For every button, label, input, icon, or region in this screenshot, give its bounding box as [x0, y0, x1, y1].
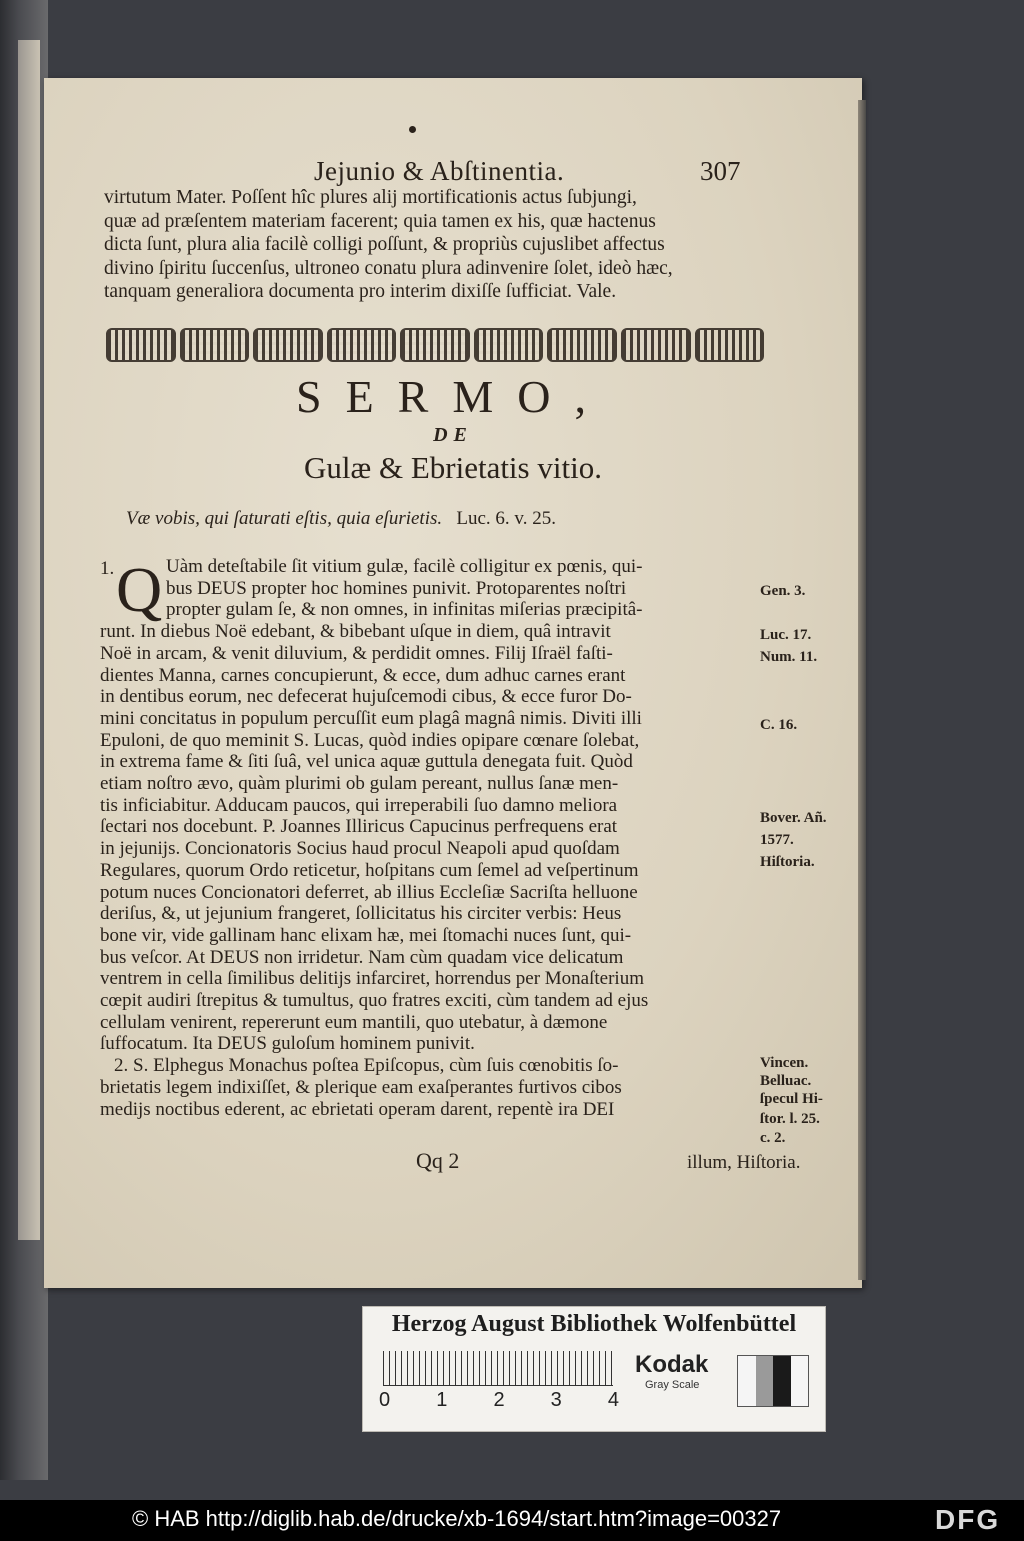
text-line: dientes Manna, carnes concupierunt, & ecce, dum adhuc carnes erant	[100, 664, 626, 686]
margin-note: 1577.	[760, 832, 794, 848]
text-line: propter gulam ſe, & non omnes, in infinitas miſerias præcipitâ-	[166, 599, 643, 621]
page-number: 307	[700, 156, 741, 186]
margin-note: Vincen.	[760, 1055, 809, 1071]
text-line: ventrem in cella ſimilibus delitijs infarciret, horrendus per Monaſterium	[100, 968, 644, 990]
margin-note: Num. 11.	[760, 649, 818, 665]
text-line: bone vir, vide gallinam hanc elixam hæ, mei ſtomachi nuces ſunt, qui-	[100, 924, 632, 946]
text-line: in extrema fame & ſiti ſuâ, vel unica aquæ guttula denegata fuit. Quòd	[100, 751, 633, 773]
text-line: 2. S. Elphegus Monachus poſtea Epiſcopus, cùm ſuis cœnobitis ſo-	[114, 1055, 619, 1077]
margin-note: Bover. Añ.	[760, 810, 827, 826]
drop-cap: Q	[116, 554, 163, 625]
gray-scale-label: Gray Scale	[645, 1379, 700, 1391]
text-line: tis inficiabitur. Adducam paucos, qui irreperabili ſuo damno meliora	[100, 794, 618, 816]
library-name: Herzog August Bibliothek Wolfenbüttel	[391, 1311, 797, 1337]
ruler-number: 4	[607, 1389, 619, 1411]
text-line: etiam noſtro ævo, quàm plurimi ob gulam pereant, nullus ſanæ men-	[100, 773, 619, 795]
page-dot-mark	[409, 126, 416, 133]
text-line: tanquam generaliora documenta pro interim dixiſſe ſufficiat. Vale.	[104, 281, 617, 303]
closing-paragraph	[104, 186, 784, 304]
gray-scale-patches	[737, 1355, 809, 1407]
margin-note: C. 16.	[760, 717, 798, 733]
ruler-number: 3	[550, 1389, 562, 1411]
ruler-number: 2	[493, 1389, 505, 1411]
running-head: Jejunio & Abſtinentia.	[314, 156, 565, 186]
text-line: virtutum Mater. Poſſent hîc plures alij mortificationis actus ſubjungi,	[104, 187, 637, 208]
ruler-numbers	[379, 1389, 619, 1412]
section-number: 1.	[100, 558, 115, 579]
library-color-card	[362, 1306, 826, 1432]
text-line: Noë in arcam, & venit diluvium, & perdidit omnes. Filij Iſraël faſti-	[100, 642, 613, 664]
ruler-number: 0	[379, 1389, 391, 1411]
margin-note: ſtor. l. 25.	[760, 1111, 820, 1127]
text-line: deriſus, &, ut jejunium frangeret, ſollicitatus his circiter verbis: Heus	[100, 903, 622, 925]
text-line: medijs noctibus ederent, ac ebrietati operam darent, repentè ira DEI	[100, 1098, 615, 1120]
kodak-logo: Kodak	[635, 1351, 709, 1378]
text-line: quæ ad præſentem materiam facerent; quia tamen ex his, quæ hactenus	[104, 210, 656, 232]
dfg-logo: DFG	[935, 1504, 1001, 1535]
text-line: Uàm deteſtabile ſit vitium gulæ, facilè colligitur ex pœnis, qui-	[166, 556, 643, 577]
sermon-subtitle: Gulæ & Ebrietatis vitio.	[304, 450, 602, 485]
text-line: Regulares, quorum Ordo reticetur, hoſpitans cum ſemel ad veſpertinum	[100, 859, 639, 881]
text-line: cœpit audiri ſtrepitus & tumultus, quo fratres exciti, cùm tandem ad ejus	[100, 990, 649, 1012]
text-line: mini concitatus in populum percuſſit eum plagâ magnâ nimis. Diviti illi	[100, 707, 642, 729]
margin-note: Gen. 3.	[760, 583, 806, 599]
sermon-body	[100, 556, 768, 1120]
text-line: ſectari nos docebunt. P. Joannes Illiricus Capucinus perfrequens erat	[100, 816, 618, 838]
text-line: bus veſcor. At DEUS non irridetur. Nam cùm quadam vice delicatum	[100, 946, 624, 968]
text-line: bus DEUS propter hoc homines punivit. Protoparentes noſtri	[166, 577, 627, 599]
margin-note: c. 2.	[760, 1130, 786, 1146]
footer-bar	[0, 1500, 1024, 1541]
epigraph-text: Væ vobis, qui ſaturati eſtis, quia eſurietis.	[126, 508, 443, 529]
text-line: ſuffocatum. Ita DEUS guloſum hominem punivit.	[100, 1033, 475, 1055]
epigraph	[126, 508, 556, 530]
text-line: potum nuces Concionatori deferret, ab illius Eccleſiæ Sacriſta helluone	[100, 881, 638, 903]
margin-note: Hiſtoria.	[760, 854, 815, 870]
signature-mark: Qq 2	[416, 1148, 460, 1173]
text-line: in jejunijs. Concionatoris Socius haud procul Neapoli apud quoſdam	[100, 838, 620, 860]
page-edge-shadow	[858, 100, 866, 1280]
text-line: runt. In diebus Noë edebant, & bibebant uſque in diem, quâ intravit	[100, 621, 611, 643]
epigraph-reference: Luc. 6. v. 25.	[456, 508, 556, 529]
margin-note: ſpecul Hi-	[760, 1091, 823, 1107]
text-line: in dentibus eorum, nec defecerat hujuſcemodi cibus, & ecce furor Do-	[100, 686, 632, 708]
text-line: cellulam venirent, repererunt eum mantili, quo utebatur, à dæmone	[100, 1011, 608, 1033]
text-line: Epuloni, de quo meminit S. Lucas, quòd indies opipare cœnare ſolebat,	[100, 729, 640, 751]
book-page	[44, 78, 862, 1288]
text-line: brietatis legem indixiſſet, & plerique eam exaſperantes furtivos cibos	[100, 1076, 622, 1098]
text-line: dicta ſunt, plura alia facilè colligi poſſunt, & propriùs cujuslibet affectus	[104, 234, 665, 256]
catchword: illum, Hiſtoria.	[687, 1152, 801, 1173]
margin-note: Luc. 17.	[760, 627, 812, 643]
book-edge	[0, 0, 48, 1480]
copyright-url[interactable]: © HAB http://diglib.hab.de/drucke/xb-1694/start.htm?image=00327	[132, 1506, 782, 1531]
sermon-title: SERMO,	[296, 371, 610, 422]
scale-ruler	[383, 1351, 613, 1386]
ruler-number: 1	[436, 1389, 448, 1411]
margin-note: Belluac.	[760, 1073, 812, 1089]
text-line: divino ſpiritu ſuccenſus, ultroneo conatu plura adinvenire ſolet, ideò hæc,	[104, 257, 673, 279]
decorative-border	[104, 326, 766, 364]
book-edge-strip	[18, 40, 40, 1240]
title-de: DE	[433, 424, 473, 446]
